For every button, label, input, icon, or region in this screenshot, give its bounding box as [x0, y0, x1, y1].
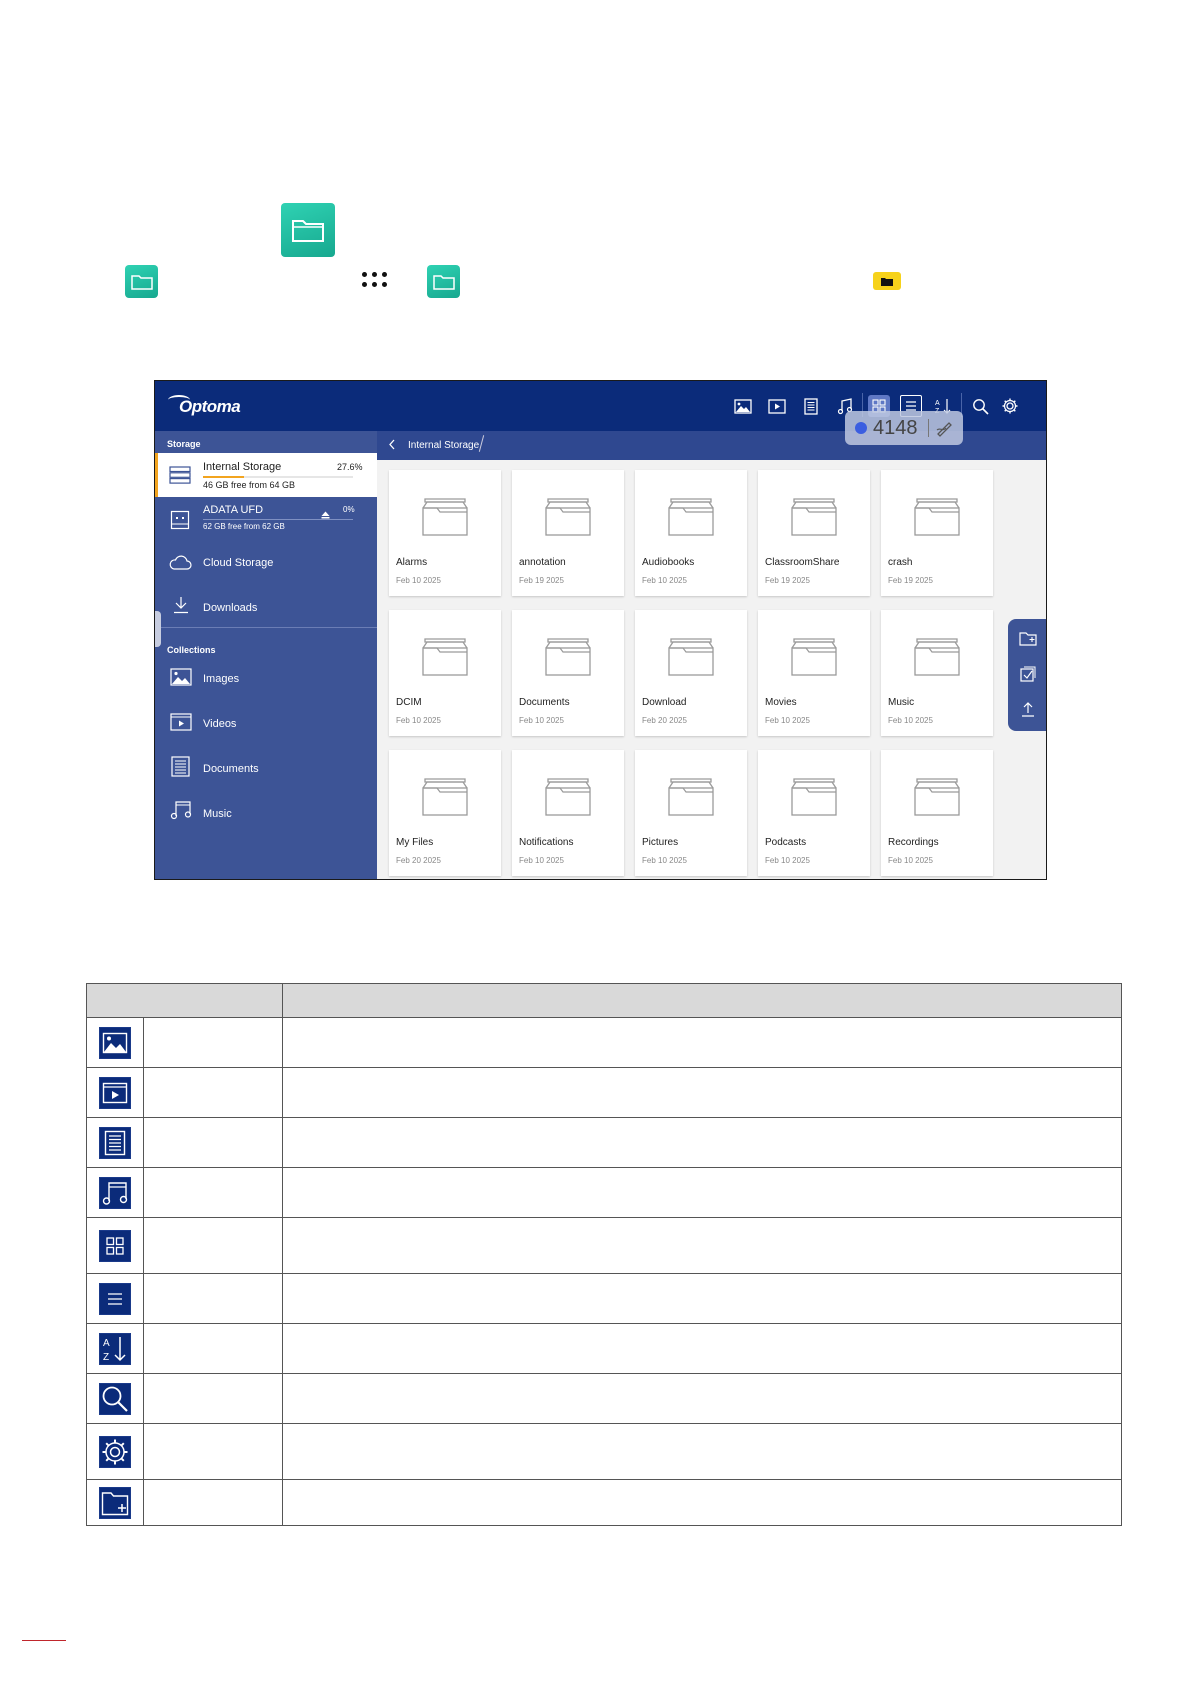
sidebar-item-videos[interactable]: Videos [203, 718, 237, 730]
eject-icon[interactable] [321, 506, 330, 524]
table-row [87, 1168, 1122, 1218]
sidebar-collapse-handle[interactable] [155, 611, 161, 647]
folder-name: Download [642, 697, 687, 708]
folder-icon [544, 496, 592, 541]
folder-name: Alarms [396, 557, 428, 568]
new-folder-icon[interactable] [1018, 628, 1038, 648]
file-manager-screenshot [154, 380, 1047, 880]
folder-date: Feb 10 2025 [888, 716, 933, 725]
storage-heading: Storage [167, 439, 201, 449]
table-row [87, 1424, 1122, 1480]
footer-rule [22, 1640, 66, 1641]
storage-usage-track [203, 476, 353, 478]
record-dot-icon [855, 422, 867, 434]
sidebar-item-music[interactable]: Music [203, 808, 232, 820]
sidebar-item-adata-ufd[interactable]: ADATA UFD [203, 504, 264, 516]
folder-date: Feb 10 2025 [396, 576, 441, 585]
folder-date: Feb 10 2025 [396, 716, 441, 725]
search-icon[interactable] [969, 395, 991, 417]
sort-icon [99, 1333, 131, 1365]
sidebar [155, 431, 377, 880]
sidebar-item-documents[interactable]: Documents [203, 763, 259, 775]
storage-icon [169, 466, 191, 484]
folder-name: Pictures [642, 837, 679, 848]
folder-name: crash [888, 557, 913, 568]
folder-date: Feb 19 2025 [765, 576, 810, 585]
all-apps-icon [362, 272, 389, 289]
folder-icon [913, 496, 961, 541]
folder-icon [913, 636, 961, 681]
new-folder-icon [99, 1487, 131, 1519]
music-icon [99, 1177, 131, 1209]
folder-date: Feb 10 2025 [519, 856, 564, 865]
table-header-cell [87, 984, 283, 1018]
music-icon [170, 799, 192, 820]
folder-icon [421, 496, 469, 541]
back-chevron-icon[interactable] [388, 439, 396, 453]
svg-text:A: A [935, 400, 940, 407]
settings-icon[interactable] [999, 395, 1021, 417]
cloud-icon [168, 555, 192, 571]
video-icon[interactable] [766, 395, 788, 417]
sidebar-item-downloads[interactable]: Downloads [203, 602, 258, 614]
folder-shortcut-icon [873, 272, 901, 290]
file-manager-app-icon-large [281, 203, 335, 257]
folder-tile[interactable] [635, 750, 747, 876]
sidebar-item-label: Internal Storage [203, 461, 282, 473]
icon-legend-table [86, 983, 1122, 1526]
table-row [87, 1374, 1122, 1424]
document-icon[interactable] [800, 395, 822, 417]
folder-icon [790, 496, 838, 541]
folder-date: Feb 10 2025 [765, 856, 810, 865]
image-icon [170, 668, 192, 686]
folder-date: Feb 10 2025 [519, 716, 564, 725]
folder-name: My Files [396, 837, 434, 848]
folder-tile[interactable] [758, 610, 870, 736]
folder-tile[interactable] [389, 470, 501, 596]
folder-name: Audiobooks [642, 557, 695, 568]
folder-grid [377, 460, 1047, 880]
folder-name: Documents [519, 697, 570, 708]
table-row [87, 1118, 1122, 1168]
storage-percent: 0% [343, 505, 355, 514]
folder-tile[interactable] [881, 470, 993, 596]
counter-divider [928, 419, 929, 437]
folder-icon [667, 636, 715, 681]
folder-date: Feb 19 2025 [888, 576, 933, 585]
folder-date: Feb 10 2025 [642, 856, 687, 865]
table-row [87, 1274, 1122, 1324]
folder-tile[interactable] [389, 610, 501, 736]
counter-value: 4148 [873, 416, 918, 439]
folder-name: DCIM [396, 697, 422, 708]
folder-tile[interactable] [758, 470, 870, 596]
folder-tile[interactable] [512, 750, 624, 876]
sidebar-divider [155, 627, 377, 628]
sidebar-item-images[interactable]: Images [203, 673, 240, 685]
table-row [87, 1018, 1122, 1068]
counter-overlay [845, 411, 963, 445]
folder-name: ClassroomShare [765, 557, 840, 568]
storage-free-text: 62 GB free from 62 GB [203, 522, 285, 531]
folder-icon [544, 776, 592, 821]
image-icon [99, 1027, 131, 1059]
download-icon [173, 596, 189, 614]
document-icon [171, 756, 190, 777]
storage-free-text: 46 GB free from 64 GB [203, 480, 296, 490]
storage-percent: 27.6% [337, 462, 363, 472]
folder-date: Feb 10 2025 [642, 576, 687, 585]
image-icon[interactable] [732, 395, 754, 417]
logo-swoosh-icon [168, 395, 190, 405]
breadcrumb-path[interactable]: Internal Storage [408, 440, 480, 451]
folder-tile[interactable] [512, 610, 624, 736]
collections-heading: Collections [167, 645, 216, 655]
folder-icon [667, 496, 715, 541]
list-view-icon [99, 1283, 131, 1315]
table-row [87, 1068, 1122, 1118]
folder-icon [544, 636, 592, 681]
folder-name: Podcasts [765, 837, 807, 848]
document-icon [99, 1127, 131, 1159]
folder-tile[interactable] [881, 750, 993, 876]
table-row [87, 1480, 1122, 1526]
folder-tile[interactable] [389, 750, 501, 876]
search-icon [99, 1383, 131, 1415]
table-header-row [87, 984, 1122, 1018]
storage-usage-fill [203, 476, 244, 478]
table-header-cell [283, 984, 1122, 1018]
folder-date: Feb 10 2025 [888, 856, 933, 865]
grid-view-icon [99, 1230, 131, 1262]
folder-name: Music [888, 697, 915, 708]
folder-icon [790, 776, 838, 821]
folder-icon [421, 776, 469, 821]
folder-date: Feb 20 2025 [396, 856, 441, 865]
table-row [87, 1324, 1122, 1374]
folder-tile[interactable] [635, 470, 747, 596]
svg-text:A: A [103, 1337, 110, 1349]
svg-text:Z: Z [103, 1351, 110, 1363]
folder-icon [421, 636, 469, 681]
folder-icon [667, 776, 715, 821]
select-icon[interactable] [1018, 664, 1038, 684]
file-manager-app-icon-small [427, 265, 460, 298]
pen-icon[interactable] [935, 419, 955, 437]
side-action-panel [1008, 619, 1047, 731]
logo: Optoma [179, 397, 241, 416]
settings-icon [99, 1436, 131, 1468]
folder-name: annotation [519, 557, 566, 568]
video-icon [170, 713, 192, 731]
sidebar-item-cloud-storage[interactable]: Cloud Storage [203, 557, 274, 569]
folder-tile[interactable] [635, 610, 747, 736]
folder-tile[interactable] [881, 610, 993, 736]
folder-tile[interactable] [758, 750, 870, 876]
table-row [87, 1218, 1122, 1274]
folder-date: Feb 10 2025 [765, 716, 810, 725]
folder-date: Feb 20 2025 [642, 716, 687, 725]
folder-icon [790, 636, 838, 681]
folder-tile[interactable] [512, 470, 624, 596]
storage-usage-track [203, 519, 353, 520]
video-icon [99, 1077, 131, 1109]
folder-name: Movies [765, 697, 797, 708]
file-manager-app-icon-small [125, 265, 158, 298]
upload-icon[interactable] [1018, 699, 1038, 719]
folder-name: Notifications [519, 837, 574, 848]
folder-name: Recordings [888, 837, 939, 848]
folder-date: Feb 19 2025 [519, 576, 564, 585]
folder-icon [913, 776, 961, 821]
usb-icon [170, 510, 190, 530]
breadcrumb-separator [479, 435, 484, 452]
